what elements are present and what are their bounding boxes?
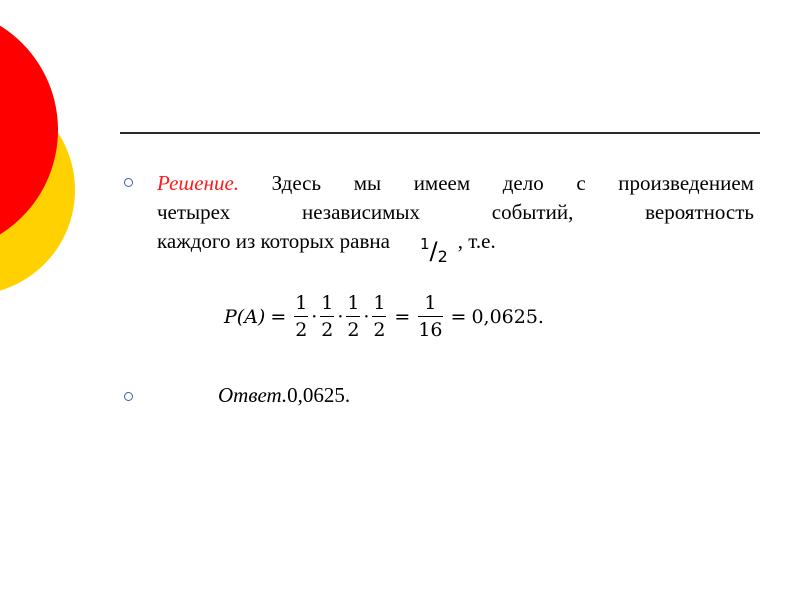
word: независимых <box>301 200 421 224</box>
formula-lhs: P(A) <box>224 305 266 328</box>
formula-value: 0,0625. <box>471 305 544 328</box>
bullet-icon <box>124 392 133 401</box>
solution-label: Решение. <box>157 171 240 195</box>
result-fraction: $\frac{1}{16}$ <box>418 292 443 342</box>
word: вероятность <box>645 200 754 224</box>
line3-text: каждого из которых равна <box>157 229 390 253</box>
bullet-icon <box>124 178 133 187</box>
dot-operator: · <box>337 305 344 328</box>
word: произведением <box>618 171 754 195</box>
fraction: $\frac{1}{2}$ <box>321 292 334 342</box>
solution-line-3 <box>157 227 754 268</box>
dot-operator: · <box>311 305 318 328</box>
line3-end: , т.е. <box>457 229 496 253</box>
equals-sign: = <box>450 305 467 328</box>
word: Здесь <box>271 171 322 195</box>
probability-formula <box>224 292 544 341</box>
answer-label: Ответ. <box>218 383 288 407</box>
one-half-fraction: $^1/_2$ <box>419 235 448 266</box>
solution-paragraph <box>157 169 754 268</box>
dot-operator: · <box>363 305 370 328</box>
word: дело <box>502 171 544 195</box>
horizontal-rule <box>120 132 760 134</box>
fraction: $\frac{1}{2}$ <box>295 292 308 342</box>
word: четырех <box>157 200 231 224</box>
fraction: $\frac{1}{2}$ <box>373 292 386 342</box>
equals-sign: = <box>270 305 287 328</box>
word: мы <box>353 171 382 195</box>
fraction: $\frac{1}{2}$ <box>347 292 360 342</box>
solution-line-1 <box>157 169 754 198</box>
word: событий, <box>491 200 574 224</box>
word: с <box>576 171 586 195</box>
equals-sign: = <box>394 305 411 328</box>
answer-value: 0,0625. <box>287 383 351 407</box>
decorative-circles <box>0 0 120 330</box>
word: имеем <box>413 171 471 195</box>
solution-line-2 <box>157 198 754 227</box>
answer-line <box>218 383 350 408</box>
